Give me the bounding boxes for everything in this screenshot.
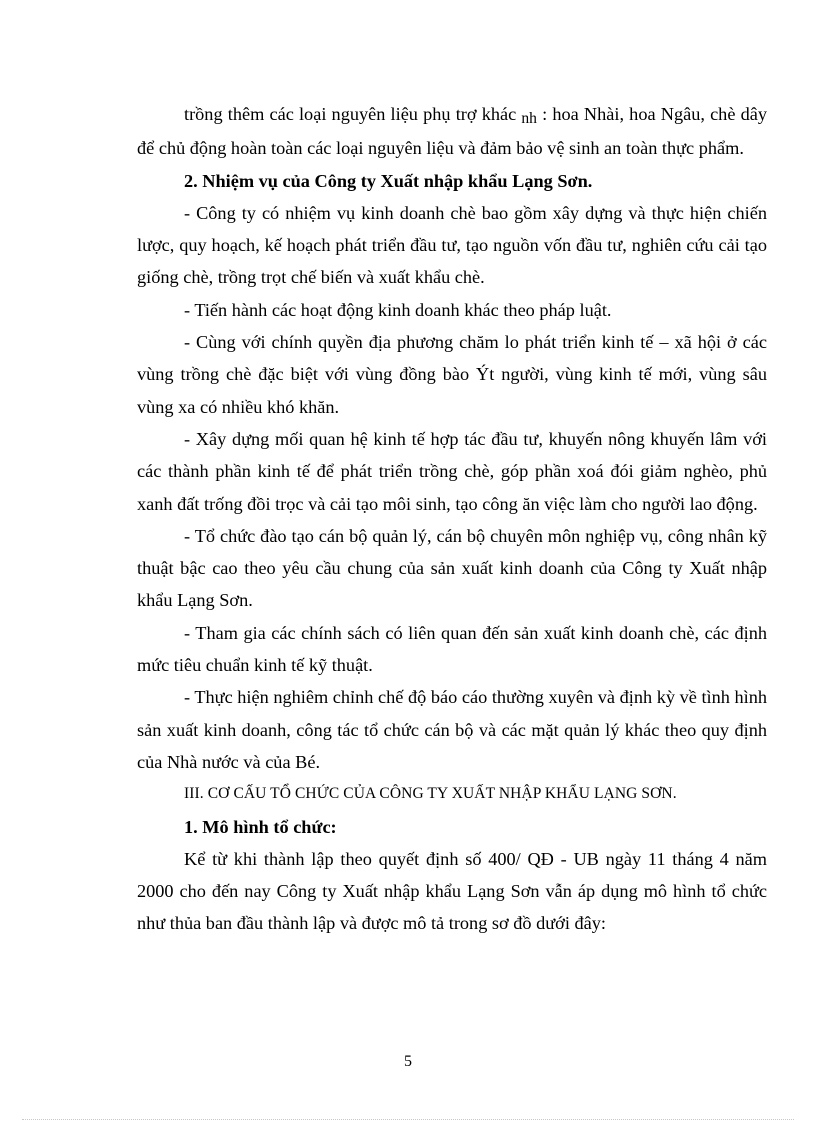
page-number: 5 bbox=[404, 1053, 412, 1070]
paragraph-model: Kể từ khi thành lập theo quyết định số 400/ QĐ - UB ngày 11 tháng 4 năm 2000 cho đến nay Công ty Xuất nhập khẩu Lạng Sơn vẫn áp dụng mô hình tổ chức như thủa ban đầu thành lập và được mô tả trong sơ đồ dưới đây: bbox=[137, 848, 767, 934]
section-heading-structure: III. CƠ CẤU TỔ CHỨC CỦA CÔNG TY XUẤT NHẬP KHẨU LẠNG SƠN. bbox=[184, 785, 677, 803]
heading-tasks: 2. Nhiệm vụ của Công ty Xuất nhập khẩu Lạng Sơn. bbox=[184, 170, 593, 191]
task-item: - Xây dựng mối quan hệ kinh tế hợp tác đầu tư, khuyến nông khuyến lâm với các thành phần kinh tế để phát triển trồng chè, góp phần xoá đói giảm nghèo, phủ xanh đất trống đồi trọc và cải tạo môi sinh, tạo công ăn việc làm cho người lao động. bbox=[137, 428, 767, 514]
page-content bbox=[137, 98, 767, 940]
task-item: - Cùng với chính quyền địa phương chăm lo phát triển kinh tế – xã hội ở các vùng trồng chè đặc biệt với vùng đồng bào Ýt người, vùng kinh tế mới, vùng sâu vùng xa có nhiều khó khăn. bbox=[137, 332, 767, 417]
subheading-model: 1. Mô hình tổ chức: bbox=[184, 816, 337, 837]
paragraph-raw-materials-suffix: : hoa Nhài, hoa Ngâu, chè dây để chủ động hoàn toàn các loại nguyên liệu và đảm bảo vệ sinh an toàn thực phẩm. bbox=[137, 104, 768, 159]
page-bottom-divider bbox=[22, 1119, 794, 1120]
task-item: - Tiến hành các hoạt động kinh doanh khác theo pháp luật. bbox=[184, 299, 612, 320]
task-item: - Tham gia các chính sách có liên quan đến sản xuất kinh doanh chè, các định mức tiêu chuẩn kinh tế kỹ thuật. bbox=[137, 622, 767, 676]
paragraph-raw-materials bbox=[137, 98, 767, 165]
paragraph-raw-materials-prefix: trồng thêm các loại nguyên liệu phụ trợ khác bbox=[184, 104, 522, 124]
task-item: - Thực hiện nghiêm chỉnh chế độ báo cáo thường xuyên và định kỳ về tình hình sản xuất kinh doanh, công tác tổ chức cán bộ và các mặt quản lý khác theo quy định của Nhà nước và của Bé. bbox=[137, 687, 767, 772]
task-item: - Công ty có nhiệm vụ kinh doanh chè bao gồm xây dựng và thực hiện chiến lược, quy hoạch, kế hoạch phát triển đầu tư, tạo nguồn vốn đầu tư, nghiên cứu cải tạo giống chè, trồng trọt chế biến và xuất khẩu chè. bbox=[137, 202, 767, 288]
paragraph-raw-materials-sub: nh bbox=[521, 110, 537, 127]
task-item: - Tổ chức đào tạo cán bộ quản lý, cán bộ chuyên môn nghiệp vụ, công nhân kỹ thuật bậc cao theo yêu cầu chung của sản xuất kinh doanh của Công ty Xuất nhập khẩu Lạng Sơn. bbox=[137, 525, 767, 611]
